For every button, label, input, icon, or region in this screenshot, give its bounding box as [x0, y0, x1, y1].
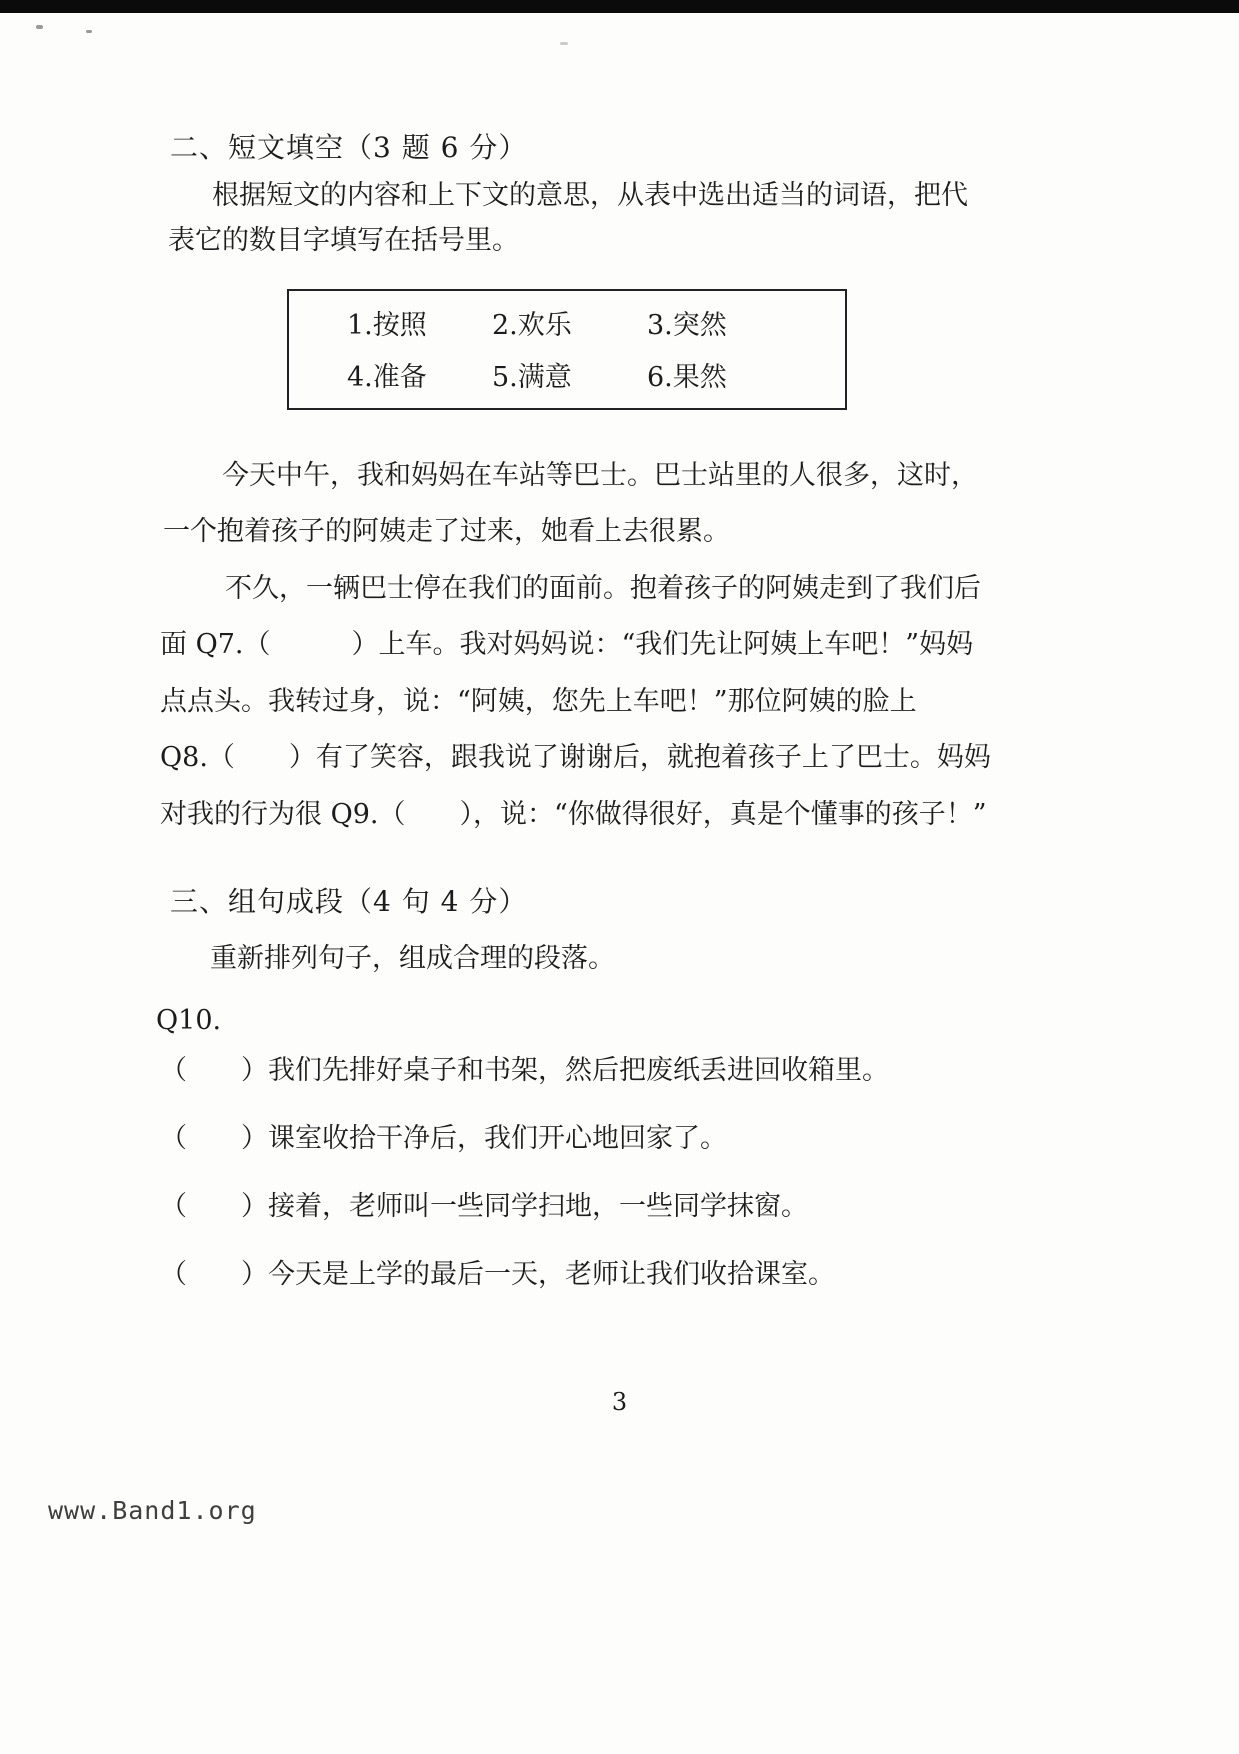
section3-instruction: 重新排列句子，组成合理的段落。 — [210, 943, 615, 974]
passage-p2-line4-q8-blank: Q8.（ ）有了笑容，跟我说了谢谢后，就抱着孩子上了巴士。妈妈 — [160, 742, 991, 773]
q10-sentence-2: （ ）课室收拾干净后，我们开心地回家了。 — [160, 1123, 727, 1154]
passage-p1-line2: 一个抱着孩子的阿姨走了过来，她看上去很累。 — [163, 516, 730, 547]
word-bank-box — [287, 289, 847, 410]
page-number: 3 — [611, 1388, 628, 1416]
word-bank-item-4: 4.准备 — [347, 362, 427, 393]
section3-heading: 三、组句成段（4 句 4 分） — [170, 885, 528, 918]
passage-p2-line1: 不久，一辆巴士停在我们的面前。抱着孩子的阿姨走到了我们后 — [225, 573, 981, 604]
word-bank-item-6: 6.果然 — [647, 362, 727, 393]
q10-sentence-1: （ ）我们先排好桌子和书架，然后把废纸丢进回收箱里。 — [160, 1055, 889, 1086]
scan-edge-bar — [0, 0, 1239, 13]
question-q10-label: Q10. — [156, 1005, 222, 1036]
scan-speck — [36, 25, 43, 29]
section2-instruction-line1: 根据短文的内容和上下文的意思，从表中选出适当的词语，把代 — [212, 180, 968, 211]
section2-instruction-line2: 表它的数目字填写在括号里。 — [168, 225, 519, 256]
q10-sentence-3: （ ）接着，老师叫一些同学扫地，一些同学抹窗。 — [160, 1191, 808, 1222]
word-bank-item-3: 3.突然 — [647, 310, 727, 341]
section2-heading: 二、短文填空（3 题 6 分） — [170, 131, 528, 164]
passage-p1-line1: 今天中午，我和妈妈在车站等巴士。巴士站里的人很多，这时， — [222, 460, 978, 491]
passage-p2-line5-q9-blank: 对我的行为很 Q9.（ ），说：“你做得很好，真是个懂事的孩子！” — [160, 799, 987, 830]
footer-website-url: www.Band1.org — [48, 1496, 257, 1525]
word-bank-item-1: 1.按照 — [347, 310, 427, 341]
scan-speck — [86, 30, 92, 33]
scan-speck — [560, 42, 568, 45]
word-bank-item-5: 5.满意 — [492, 362, 572, 393]
passage-p2-line2-q7-blank: 面 Q7.（ ）上车。我对妈妈说：“我们先让阿姨上车吧！”妈妈 — [160, 629, 974, 660]
passage-p2-line3: 点点头。我转过身，说：“阿姨，您先上车吧！”那位阿姨的脸上 — [160, 686, 917, 717]
word-bank-item-2: 2.欢乐 — [492, 310, 572, 341]
q10-sentence-4: （ ）今天是上学的最后一天，老师让我们收拾课室。 — [160, 1259, 835, 1290]
